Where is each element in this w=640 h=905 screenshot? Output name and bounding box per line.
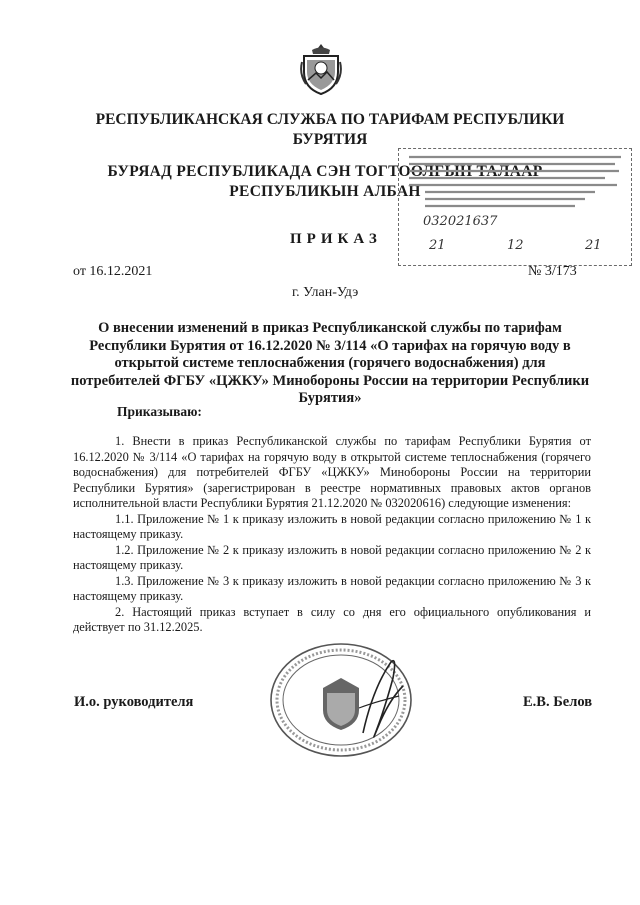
- organization-name-russian: РЕСПУБЛИКАНСКАЯ СЛУЖБА ПО ТАРИФАМ РЕСПУБЛИКИ БУРЯТИЯ: [95, 111, 565, 148]
- organization-name-buryat: БУРЯАД РЕСПУБЛИКАДА СЭН ТОГТООЛГЫН ТАЛААР РЕСПУБЛИКЫН АЛБАН: [107, 163, 543, 200]
- paragraph-1-3: 1.3. Приложение № 3 к приказу изложить в новой редакции согласно приложению № 3 к настоящему приказу.: [73, 573, 591, 603]
- order-word: Приказываю:: [117, 404, 202, 419]
- paragraph-2: 2. Настоящий приказ вступает в силу со дня его официального опубликования и действует по 31.12.2025.: [73, 604, 591, 634]
- document-type-heading: ПРИКАЗ: [290, 231, 382, 247]
- registration-stamp-printed-lines: [405, 153, 625, 215]
- document-title: О внесении изменений в приказ Республиканской службы по тарифам Республики Бурятия от 16.12.2020 № 3/114 «О тарифах на горячую воду в открытой системе теплоснабжения (горячего водоснабжения) для потребителей ФГБУ «ЦЖКУ» Минобороны России на территории Республики Бурятия»: [70, 320, 590, 406]
- official-seal: [263, 638, 421, 760]
- paragraph-1-1: 1.1. Приложение № 1 к приказу изложить в новой редакции согласно приложению № 1 к настоящему приказу.: [73, 511, 591, 541]
- document-number: № 3/173: [528, 264, 577, 279]
- document-date: от 16.12.2021: [73, 264, 153, 279]
- paragraph-1: 1. Внести в приказ Республиканской службы по тарифам Республики Бурятия от 16.12.2020 № 3/114 «О тарифах на горячую воду в открытой системе теплоснабжения (горячего водоснабжения) для потребителей ФГБУ «ЦЖКУ» Минобороны России на территории Республики Бурятия» (зарегистрирован в реестре нормативных правовых актов органов исполнительной власти Республики Бурятия 21.12.2020 № 032020616) следующие изменения:: [73, 434, 591, 510]
- document-body: [73, 434, 591, 636]
- signer-name: Е.В. Белов: [523, 694, 593, 710]
- registration-number: 032021637: [423, 214, 498, 229]
- registration-day: 21: [429, 238, 446, 253]
- registration-stamp: [398, 148, 632, 266]
- paragraph-1-2: 1.2. Приложение № 2 к приказу изложить в новой редакции согласно приложению № 2 к настоящему приказу.: [73, 542, 591, 572]
- registration-month: 12: [507, 238, 524, 253]
- registration-year: 21: [585, 238, 602, 253]
- signer-position: И.о. руководителя: [74, 694, 194, 710]
- coat-of-arms-emblem: [298, 42, 344, 96]
- document-city: г. Улан-Удэ: [292, 285, 359, 300]
